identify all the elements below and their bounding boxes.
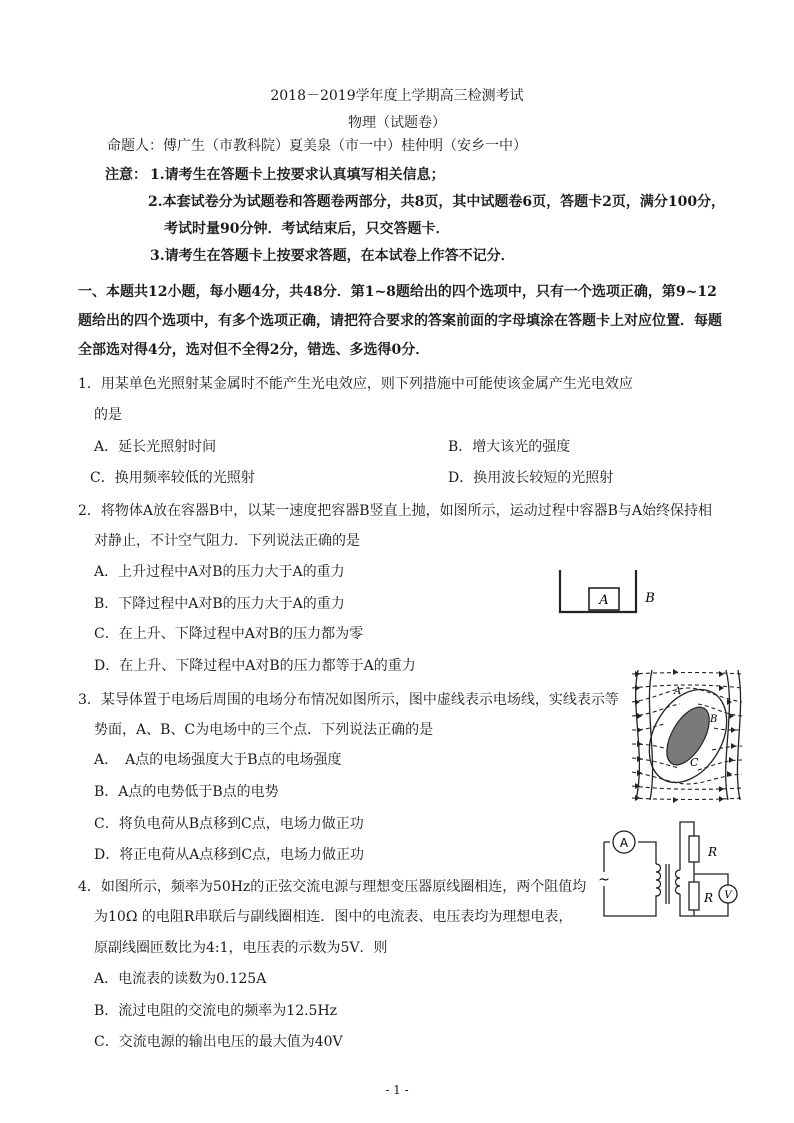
q2-option-b: B．下降过程中A对B的压力大于A的重力 xyxy=(94,596,345,612)
exam-authors: 命题人：傅广生（市教科院）夏美泉（市一中）桂仲明（安乡一中） xyxy=(107,138,527,154)
voltmeter-label: V xyxy=(724,890,732,901)
field-line xyxy=(632,798,742,800)
point-c-label: C xyxy=(690,756,699,769)
section1-line-2: 题给出的四个选项中，有多个选项正确，请把符合要求的答案前面的字母填涂在答题卡上对应位置．每题 xyxy=(78,313,722,329)
notice-item-2-cont: 考试时量90分钟．考试结束后，只交答题卡． xyxy=(164,221,450,237)
q3-option-d: D．将正电荷从A点移到C点，电场力做正功 xyxy=(94,847,365,863)
ac-source-symbol: ~ xyxy=(598,872,610,888)
notice-item-2: 2.本套试卷分为试题卷和答题卷两部分，共8页，其中试题卷6页，答题卡2页，满分100分， xyxy=(148,194,726,210)
section1-line-1: 一、本题共12小题，每小题4分，共48分．第1~8题给出的四个选项中，只有一个选项正确，第9~12 xyxy=(78,284,717,300)
q4-option-c: C．交流电源的输出电压的最大值为40V xyxy=(94,1034,343,1050)
page-number: - 1 - xyxy=(385,1083,409,1097)
q1-stem-cont: 的是 xyxy=(94,407,122,423)
field-line xyxy=(632,673,742,675)
q2-option-d: D．在上升、下降过程中A对B的压力都等于A的重力 xyxy=(94,658,416,674)
q2-option-c: C．在上升、下降过程中A对B的压力都为零 xyxy=(94,626,364,642)
resistor-r2-label: R xyxy=(704,891,714,905)
q1-option-c: C．换用频率较低的光照射 xyxy=(90,470,255,486)
ammeter-label: A xyxy=(619,836,629,850)
q1-option-b: B．增大该光的强度 xyxy=(448,439,571,455)
q1-option-d: D．换用波长较短的光照射 xyxy=(448,470,614,486)
field-line xyxy=(632,744,664,748)
q4-circuit-figure xyxy=(596,816,744,926)
point-b-label: B xyxy=(710,714,718,725)
field-line xyxy=(632,704,680,716)
notice-item-3: 3.请考生在答题卡上按要求答题，在本试卷上作答不记分． xyxy=(150,248,515,264)
q4-stem: 4．如图所示，频率为50Hz的正弦交流电源与理想变压器原线圈相连，两个阻值均 xyxy=(78,879,587,895)
q3-option-c: C．将负电荷从B点移到C点，电场力做正功 xyxy=(94,816,364,832)
q2-stem: 2．将物体A放在容器B中，以某一速度把容器B竖直上抛，如图所示，运动过程中容器B与A始终保持相 xyxy=(78,503,712,519)
resistor-r1-label: R xyxy=(708,845,718,859)
field-line xyxy=(698,760,742,770)
q3-option-b: B．A点的电势低于B点的电势 xyxy=(94,784,279,800)
equipotential-line xyxy=(737,670,740,800)
q3-stem: 3．某导体置于电场后周围的电场分布情况如图所示，图中虚线表示电场线，实线表示等 xyxy=(78,692,619,708)
resistor-r2 xyxy=(689,882,699,910)
notice-item-1: 1.请考生在答题卡上按要求认真填写相关信息； xyxy=(150,167,445,183)
section1-line-3: 全部选对得4分，选对但不全得2分，错选、多选得0分． xyxy=(78,342,430,358)
q4-option-a: A．电流表的读数为0.125A xyxy=(94,971,267,987)
q1-stem: 1．用某单色光照射某金属时不能产生光电效应，则下列措施中可能使该金属产生光电效应 xyxy=(78,376,633,392)
conductor xyxy=(658,700,718,771)
exam-subtitle: 物理（试题卷） xyxy=(348,115,446,131)
q4-option-b: B．流过电阻的交流电的频率为12.5Hz xyxy=(94,1003,338,1019)
q4-stem-cont: 为10Ω 的电阻R串联后与副线圈相连．图中的电流表、电压表均为理想电表， xyxy=(94,909,573,925)
notice-label: 注意： xyxy=(105,167,147,183)
q2-option-a: A．上升过程中A对B的压力大于A的重力 xyxy=(94,564,345,580)
q3-stem-cont: 势面，A、B、C为电场中的三个点．下列说法正确的是 xyxy=(94,722,434,738)
q1-option-a: A．延长光照射时间 xyxy=(94,439,217,455)
point-a-label: A xyxy=(674,686,682,697)
block-a-label: A xyxy=(599,593,609,608)
q4-stem-cont-2: 原副线圈匝数比为4:1，电压表的示数为5V．则 xyxy=(94,940,388,956)
q3-field-figure xyxy=(628,666,746,804)
q2-stem-cont: 对静止，不计空气阻力．下列说法正确的是 xyxy=(94,533,360,549)
q2-container-figure xyxy=(558,566,658,616)
exam-title: 2018－2019学年度上学期高三检测考试 xyxy=(270,88,524,104)
resistor-r1 xyxy=(689,836,699,862)
q3-option-a: A． A点的电场强度大于B点的电场强度 xyxy=(94,752,342,768)
container-b-label: B xyxy=(645,591,655,606)
field-line xyxy=(632,688,742,702)
equipotential-line xyxy=(726,670,730,800)
